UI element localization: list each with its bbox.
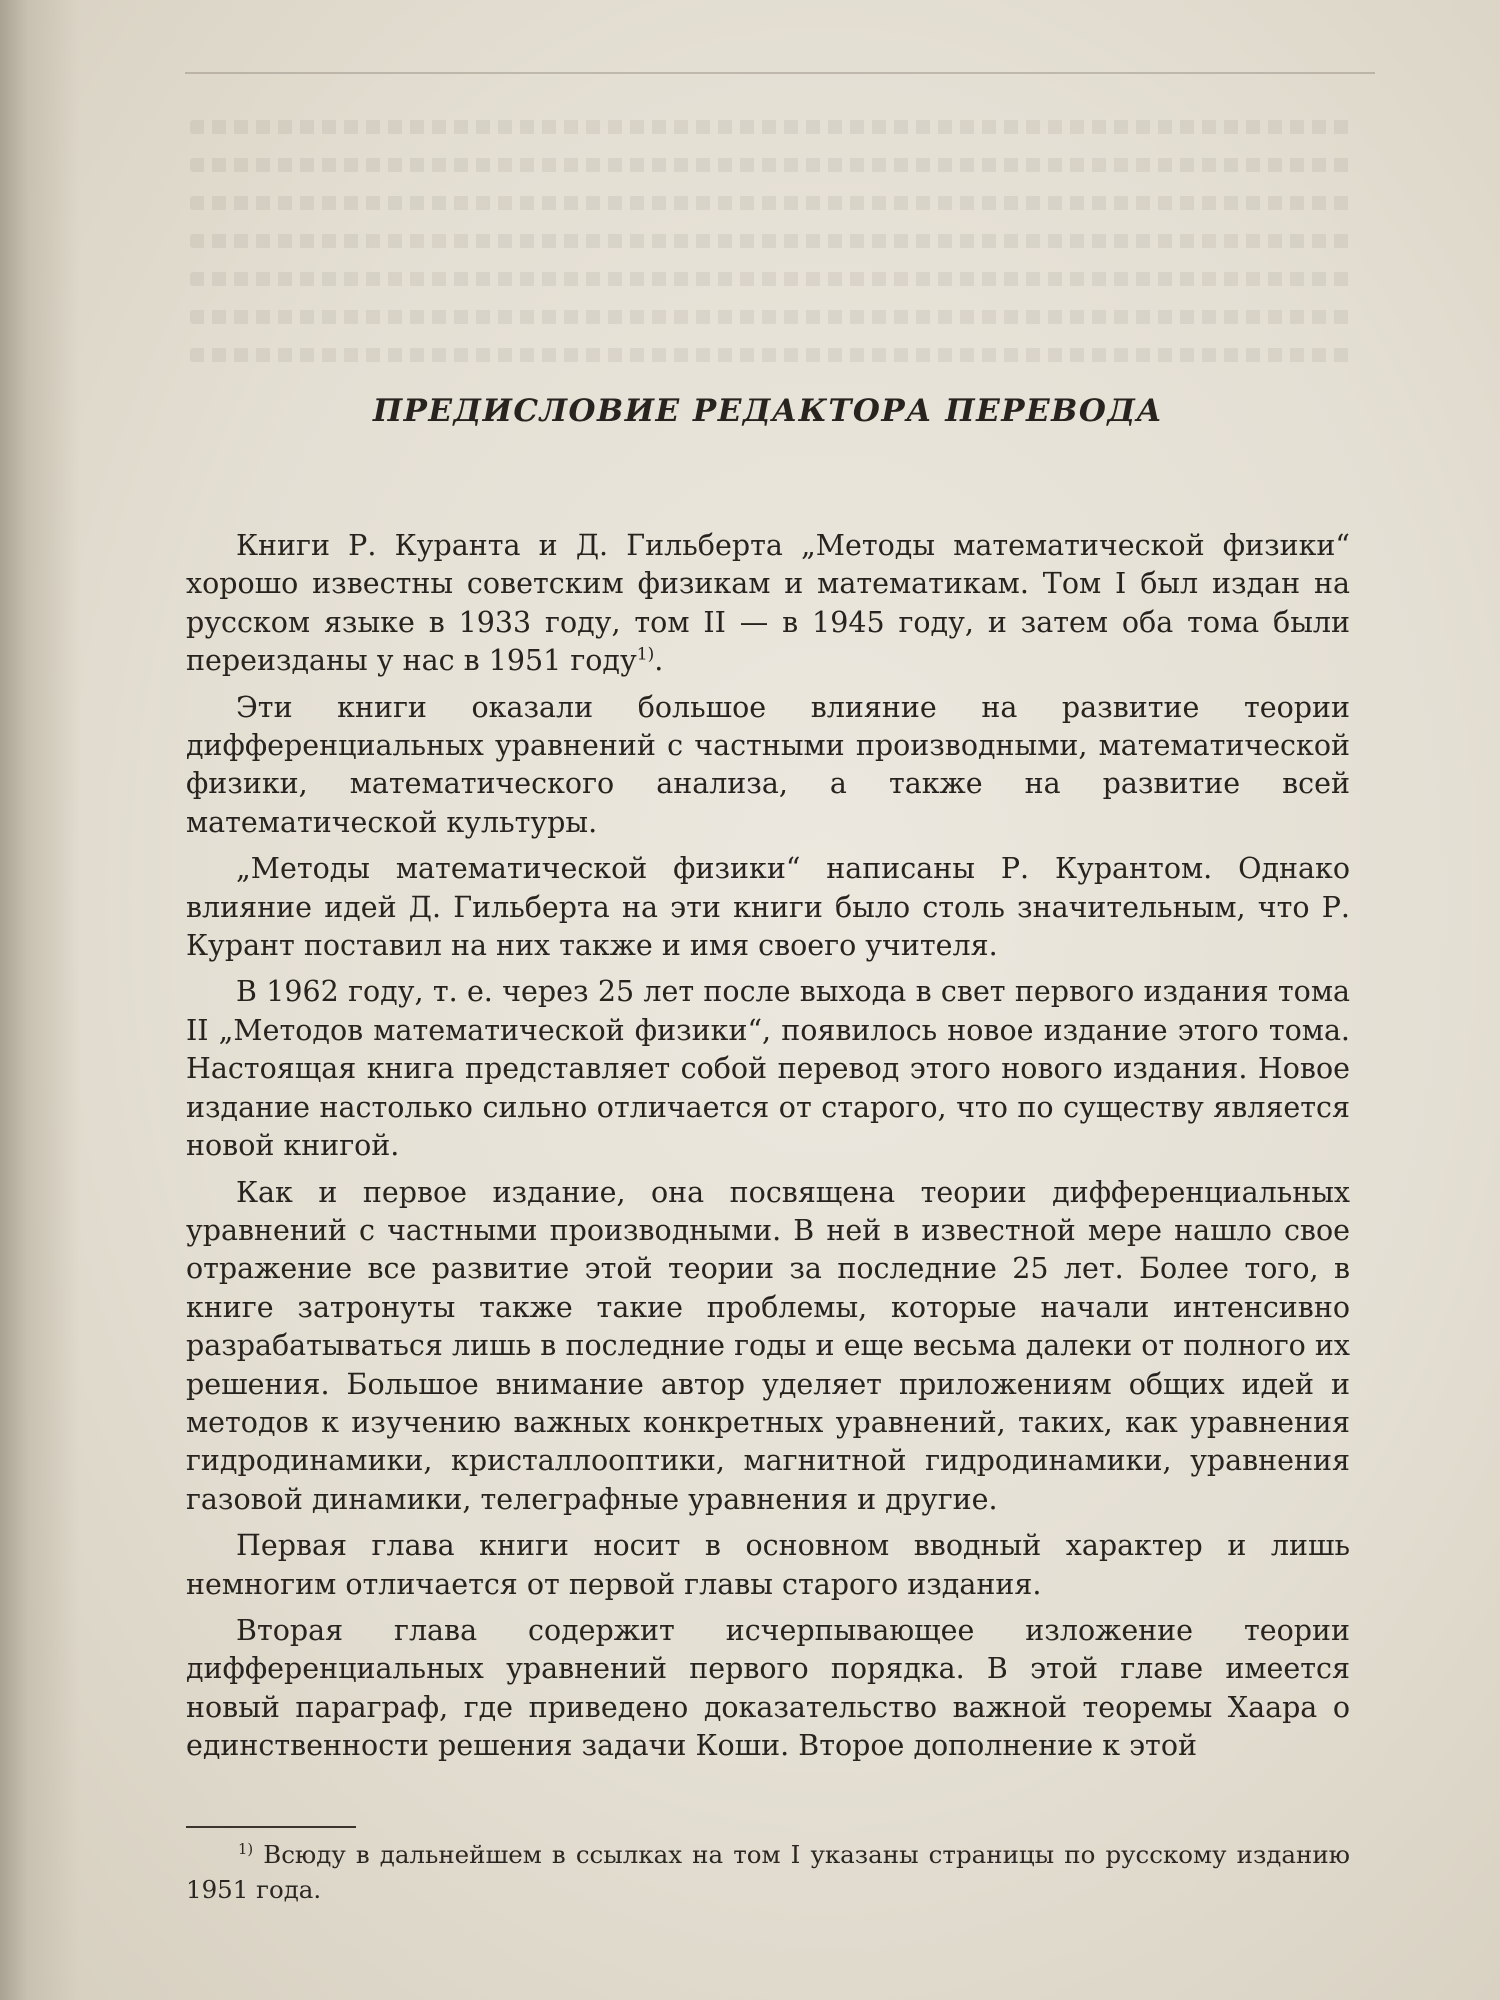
footnote-ref: 1) <box>636 644 655 665</box>
show-through-line <box>190 196 1350 210</box>
paragraph: Вторая глава содержит исчерпывающее изложение теории дифференциальных уравнений первого порядка. В этой главе имеется новый параграф, где приведено доказательство важной теоремы Хаара о единственности решения задачи Коши. Второе дополнение к этой <box>186 1613 1350 1763</box>
paragraph: Книги Р. Куранта и Д. Гильберта „Методы математической физики“ хорошо известны советским физикам и математикам. Том I был издан на русском языке в 1933 году, том II — в 1945 году, и затем оба тома были переизданы у нас в 1951 году$^{1)}$. <box>186 529 1350 678</box>
footnote <box>186 1837 1350 1907</box>
footnote-text: Всюду в дальнейшем в ссылках на том I указаны страницы по русскому изданию 1951 года. <box>186 1840 1350 1904</box>
show-through-header-rule <box>185 72 1375 74</box>
body-text <box>186 527 1350 1774</box>
show-through-line <box>190 310 1350 324</box>
paragraph: Первая глава книги носит в основном вводный характер и лишь немногим отличается от первой главы старого издания. <box>186 1529 1350 1601</box>
paragraph-text: Книги Р. Куранта и Д. Гильберта „Методы математической физики“ хорошо известны советским физикам и математикам. Том I был издан на русском языке в 1933 году, том II — в 1945 году, и затем оба тома были переизданы у нас в 1951 году <box>186 529 1350 678</box>
footnote-divider <box>186 1826 356 1828</box>
paragraph: В 1962 году, т. е. через 25 лет после выхода в свет первого издания тома II „Методов математической физики“, появилось новое издание этого тома. Настоящая книга представляет собой перевод этого нового издания. Новое издание настолько сильно отличается от старого, что по существу является новой книгой. <box>186 975 1350 1163</box>
paragraph: Как и первое издание, она посвящена теории дифференциальных уравнений с частными производными. В ней в известной мере нашло свое отражение все развитие этой теории за последние 25 лет. Более того, в книге затронуты также такие проблемы, которые начали интенсивно разрабатываться лишь в последние годы и еще весьма далеки от полного их решения. Большое внимание автор уделяет приложениям общих идей и методов к изучению важных конкретных уравнений, таких, как уравнения гидродинамики, кристаллооптики, магнитной гидродинамики, уравнения газовой динамики, телеграфные уравнения и другие. <box>186 1175 1350 1516</box>
show-through-line <box>190 348 1350 362</box>
paragraph: Эти книги оказали большое влияние на развитие теории дифференциальных уравнений с частными производными, математической физики, математического анализа, а также на развитие всей математической культуры. <box>186 690 1350 839</box>
page-title: ПРЕДИСЛОВИЕ РЕДАКТОРА ПЕРЕВОДА <box>372 393 1164 429</box>
show-through-line <box>190 234 1350 248</box>
show-through-line <box>190 158 1350 172</box>
paragraph: „Методы математической физики“ написаны Р. Курантом. Однако влияние идей Д. Гильберта на эти книги было столь значительным, что Р. Курант поставил на них также и имя своего учителя. <box>186 852 1350 963</box>
footnote-marker: 1) <box>238 1840 254 1858</box>
show-through-line <box>190 120 1350 134</box>
show-through-line <box>190 272 1350 286</box>
spine-shadow <box>0 0 80 2000</box>
